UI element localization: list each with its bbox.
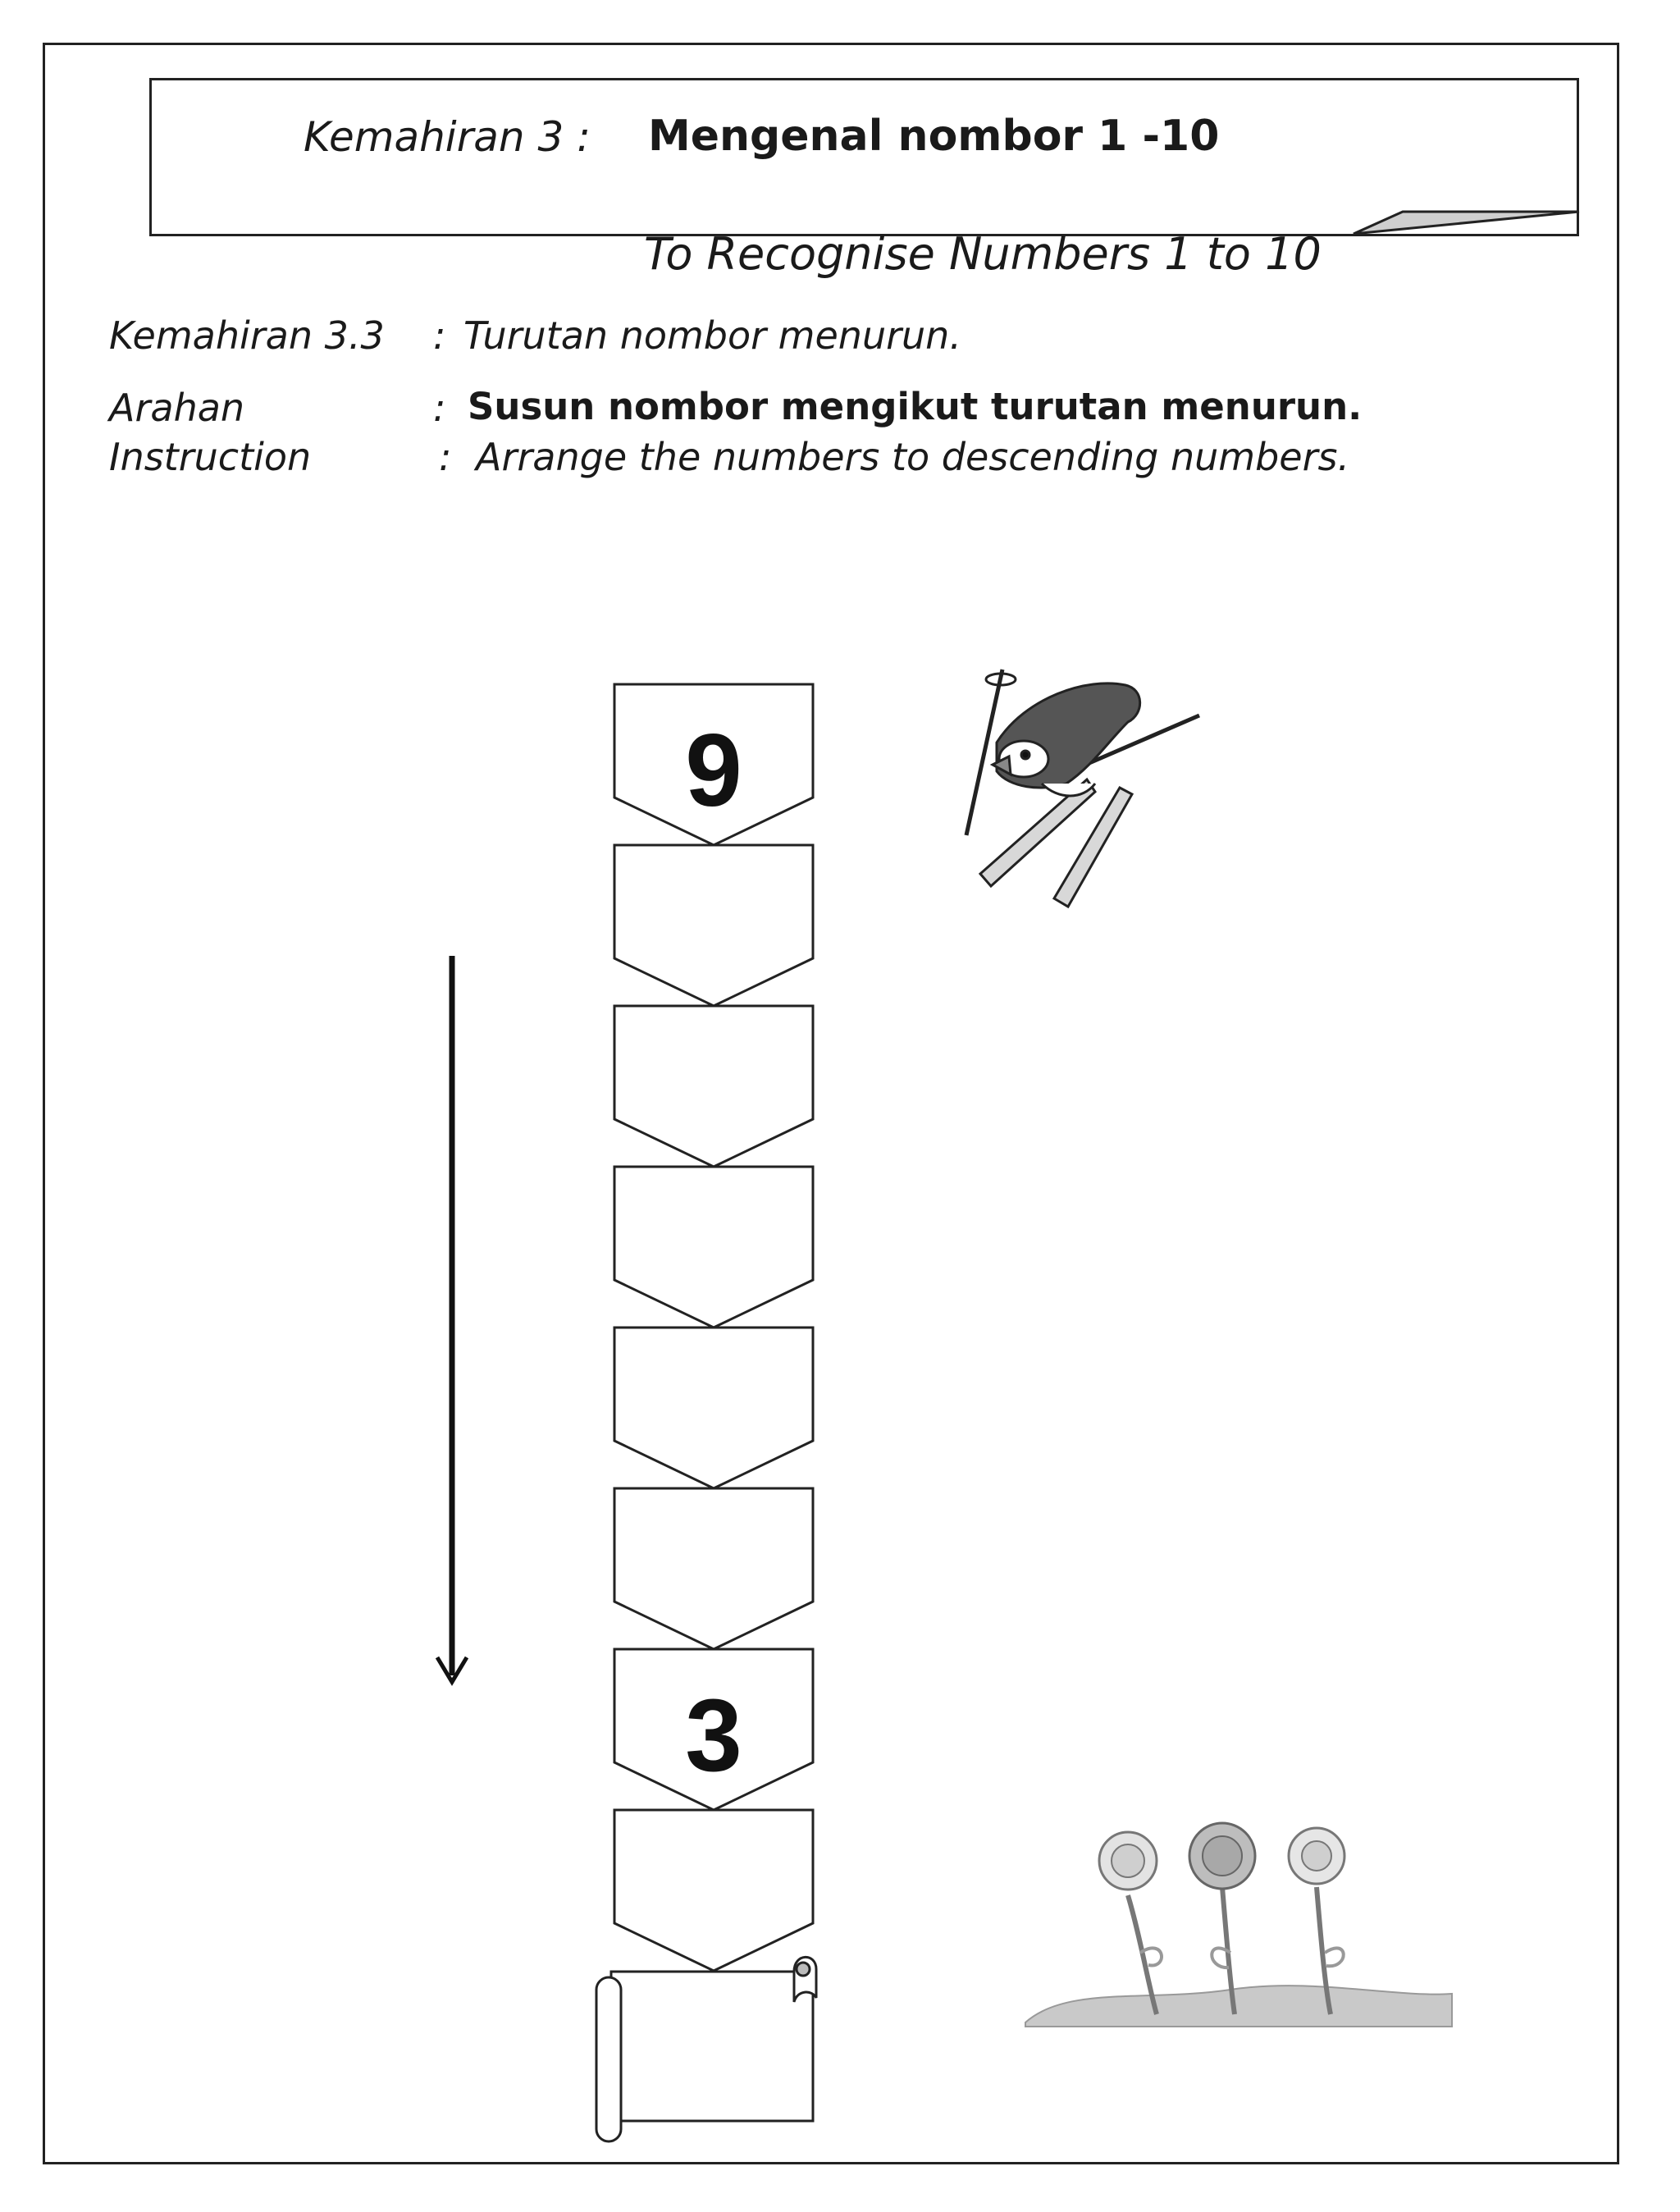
instruction-text: Arrange the numbers to descending numbers. [476, 435, 1350, 479]
title-box-curl [1354, 212, 1579, 234]
sequence-box[interactable] [614, 1006, 813, 1167]
arahan-label: Arahan [109, 386, 245, 430]
skill-text: Turutan nombor menurun. [463, 313, 961, 358]
skill-label: Kemahiran 3.3 [109, 313, 385, 358]
flowers-illustration [1025, 1823, 1452, 2027]
sequence-box[interactable] [614, 1810, 813, 1971]
page-subtitle: To Recognise Numbers 1 to 10 [644, 228, 1322, 280]
page-title: Mengenal nombor 1 -10 [648, 112, 1220, 161]
skill-colon: : [433, 313, 446, 358]
sequence-number: 9 [685, 714, 742, 828]
scroll-illustration [596, 1957, 816, 2141]
sequence-box[interactable] [614, 1488, 813, 1649]
number-sequence [614, 684, 813, 1971]
arahan-text: Susun nombor mengikut turutan menurun. [468, 385, 1363, 428]
sequence-number: 3 [685, 1679, 742, 1793]
sequence-box[interactable] [614, 1167, 813, 1328]
instruction-label: Instruction [109, 435, 312, 479]
sequence-box[interactable] [614, 1328, 813, 1488]
descending-arrow [437, 956, 467, 1682]
instruction-colon: : [439, 435, 452, 479]
arahan-colon: : [433, 386, 446, 430]
title-prefix: Kemahiran 3 : [304, 113, 591, 161]
sequence-box[interactable] [614, 845, 813, 1006]
penguin-skier-illustration [966, 670, 1199, 907]
